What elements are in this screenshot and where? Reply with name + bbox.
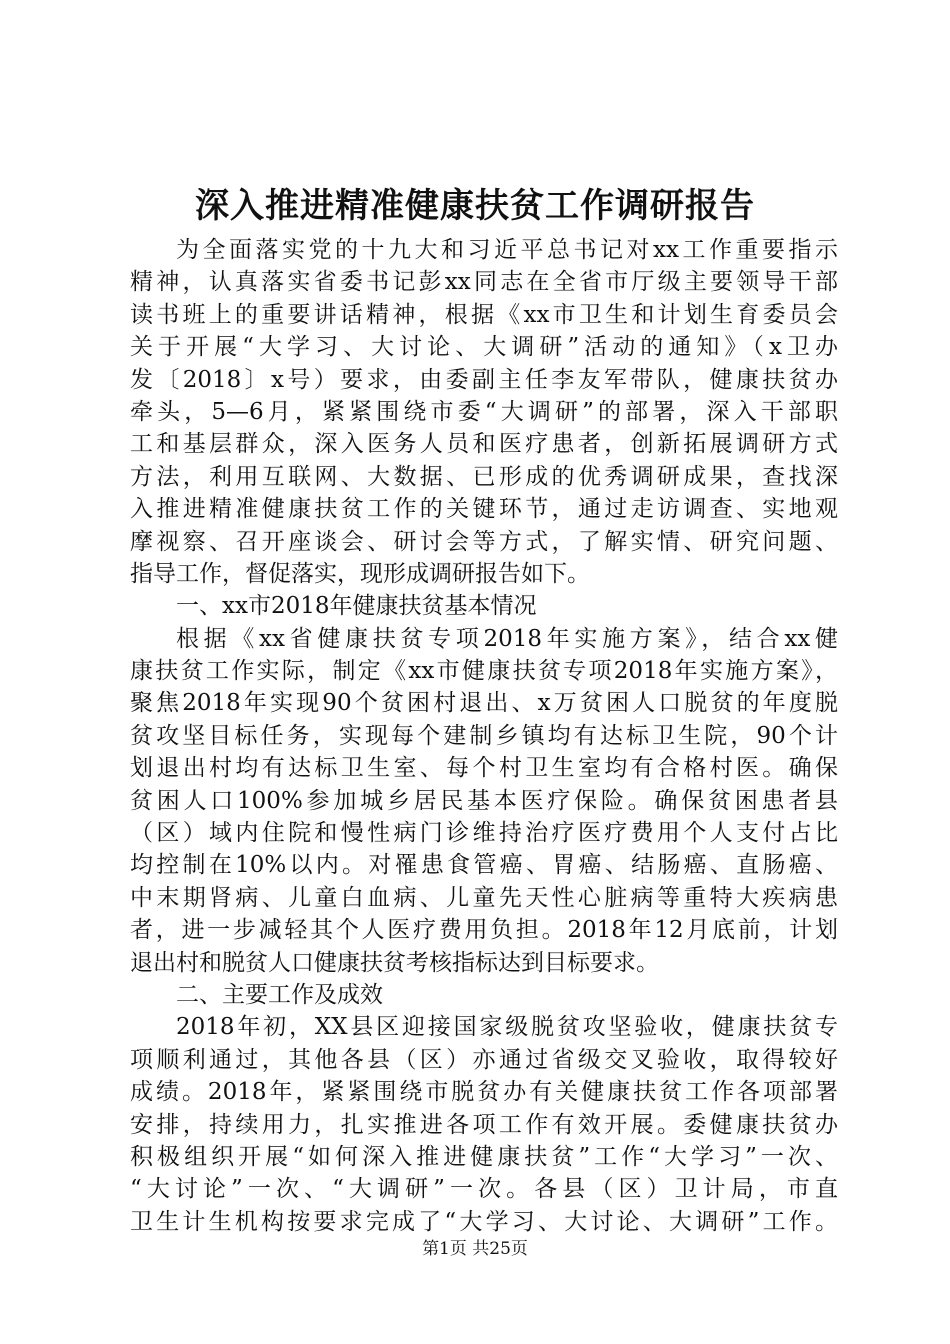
paragraph-line: 入推进精准健康扶贫工作的关键环节，通过走访调查、实地观 <box>130 496 838 523</box>
paragraph-line: 安排，持续用力，扎实推进各项工作有效开展。委健康扶贫办 <box>130 1111 838 1138</box>
document-title: 深入推进精准健康扶贫工作调研报告 <box>195 186 755 226</box>
paragraph-line: 积极组织开展“如何深入推进健康扶贫”工作“大学习”一次、 <box>130 1143 838 1170</box>
paragraph-line: 摩视察、召开座谈会、研讨会等方式，了解实情、研究问题、 <box>130 528 838 555</box>
paragraph-line: 指导工作，督促落实，现形成调研报告如下。 <box>130 560 590 587</box>
paragraph-line: 贫困人口100%参加城乡居民基本医疗保险。确保贫困患者县 <box>130 787 838 814</box>
paragraph-line: 读书班上的重要讲话精神，根据《xx市卫生和计划生育委员会 <box>130 301 838 328</box>
paragraph-line: 关于开展“大学习、大讨论、大调研”活动的通知》（x卫办 <box>130 334 838 361</box>
paragraph-line: 者，进一步减轻其个人医疗费用负担。2018年12月底前，计划 <box>130 917 838 944</box>
paragraph-line: 项顺利通过，其他各县（区）亦通过省级交叉验收，取得较好 <box>130 1046 838 1073</box>
paragraph-line: （区）域内住院和慢性病门诊维持治疗医疗费用个人支付占比 <box>130 820 838 847</box>
paragraph-line: 划退出村均有达标卫生室、每个村卫生室均有合格村医。确保 <box>130 755 838 782</box>
paragraph-line: 均控制在10%以内。对罹患食管癌、胃癌、结肠癌、直肠癌、 <box>130 852 838 879</box>
paragraph-line: 康扶贫工作实际，制定《xx市健康扶贫专项2018年实施方案》， <box>130 658 838 685</box>
document-body <box>130 234 838 1238</box>
paragraph-line: “大讨论”一次、“大调研”一次。各县（区）卫计局，市直 <box>130 1176 838 1203</box>
paragraph-line: 聚焦2018年实现90个贫困村退出、x万贫困人口脱贫的年度脱 <box>130 690 838 717</box>
paragraph-line: 退出村和脱贫人口健康扶贫考核指标达到目标要求。 <box>130 949 659 976</box>
paragraph-line: 方法，利用互联网、大数据、已形成的优秀调研成果，查找深 <box>130 463 838 490</box>
paragraph-line: 牵头，5—6月，紧紧围绕市委“大调研”的部署，深入干部职 <box>130 398 838 425</box>
page-footer: 第1页 共25页 <box>422 1239 528 1259</box>
paragraph-line: 为全面落实党的十九大和习近平总书记对xx工作重要指示 <box>176 237 838 263</box>
paragraph-line: 根据《xx省健康扶贫专项2018年实施方案》，结合xx健 <box>176 625 838 652</box>
section-heading: 二、主要工作及成效 <box>176 981 383 1008</box>
paragraph-line: 成绩。2018年，紧紧围绕市脱贫办有关健康扶贫工作各项部署 <box>130 1079 838 1106</box>
paragraph-line: 2018年初，XX县区迎接国家级脱贫攻坚验收，健康扶贫专 <box>176 1014 838 1041</box>
paragraph-line: 贫攻坚目标任务，实现每个建制乡镇均有达标卫生院，90个计 <box>130 722 838 749</box>
paragraph-line: 卫生计生机构按要求完成了“大学习、大讨论、大调研”工作。 <box>130 1208 838 1235</box>
paragraph-line: 精神，认真落实省委书记彭xx同志在全省市厅级主要领导干部 <box>130 269 838 296</box>
paragraph-line: 工和基层群众，深入医务人员和医疗患者，创新拓展调研方式 <box>130 431 838 458</box>
paragraph-line: 发〔2018〕x号）要求，由委副主任李友军带队，健康扶贫办 <box>130 366 838 393</box>
section-heading: 一、xx市2018年健康扶贫基本情况 <box>176 593 537 620</box>
paragraph-line: 中末期肾病、儿童白血病、儿童先天性心脏病等重特大疾病患 <box>130 884 838 911</box>
